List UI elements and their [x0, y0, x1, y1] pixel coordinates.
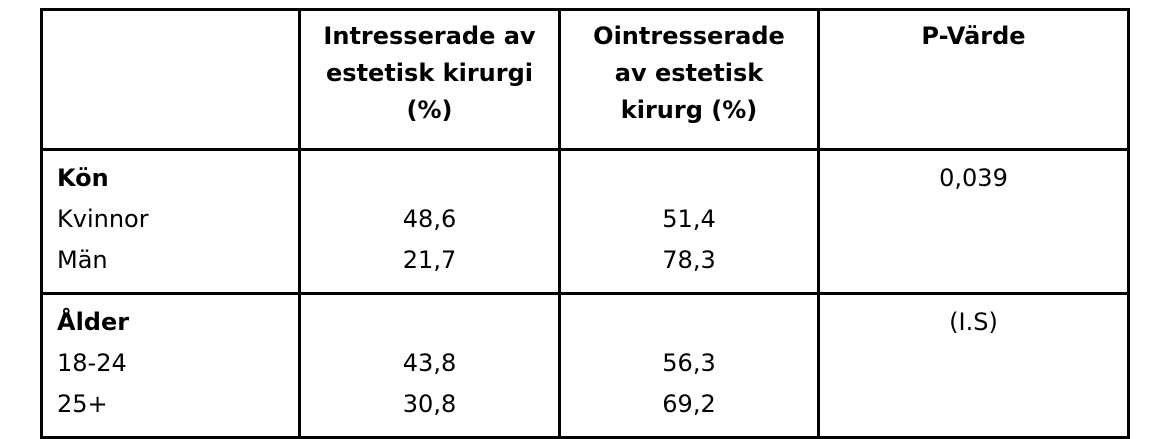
header-cell-empty	[42, 10, 300, 150]
header-line: Ointresserade	[593, 22, 785, 50]
p-value-cell	[819, 294, 1129, 438]
group-row-kon	[42, 150, 1129, 294]
row-label-cell	[42, 150, 300, 294]
p-value: (I.S)	[949, 308, 998, 336]
header-line: Intresserade av	[323, 22, 536, 50]
row-label: 25+	[57, 390, 108, 418]
group-label: Kön	[57, 164, 109, 192]
row-label: Män	[57, 246, 108, 274]
interested-cell	[300, 150, 560, 294]
group-label: Ålder	[57, 308, 130, 336]
not-interested-cell	[560, 150, 819, 294]
group-row-alder	[42, 294, 1129, 438]
not-interested-cell	[560, 294, 819, 438]
header-cell-p-value	[819, 10, 1129, 150]
header-line: kirurg (%)	[620, 96, 758, 124]
header-line: (%)	[406, 96, 453, 124]
header-line: P-Värde	[921, 22, 1026, 50]
value-cell: 78,3	[662, 246, 716, 274]
header-cell-interested	[300, 10, 560, 150]
results-table	[40, 8, 1130, 439]
value-cell: 56,3	[662, 349, 716, 377]
interested-cell	[300, 294, 560, 438]
row-label: Kvinnor	[57, 205, 149, 233]
row-label: 18-24	[57, 349, 127, 377]
value-cell: 21,7	[402, 246, 457, 274]
row-label-cell	[42, 294, 300, 438]
value-cell: 30,8	[402, 390, 457, 418]
header-line: av estetisk	[614, 59, 764, 87]
value-cell: 43,8	[402, 349, 457, 377]
value-cell: 69,2	[662, 390, 716, 418]
header-cell-not-interested	[560, 10, 819, 150]
header-row	[42, 10, 1129, 150]
p-value: 0,039	[939, 164, 1008, 192]
value-cell: 51,4	[662, 205, 716, 233]
header-line: estetisk kirurgi	[326, 59, 533, 87]
p-value-cell	[819, 150, 1129, 294]
value-cell: 48,6	[402, 205, 457, 233]
